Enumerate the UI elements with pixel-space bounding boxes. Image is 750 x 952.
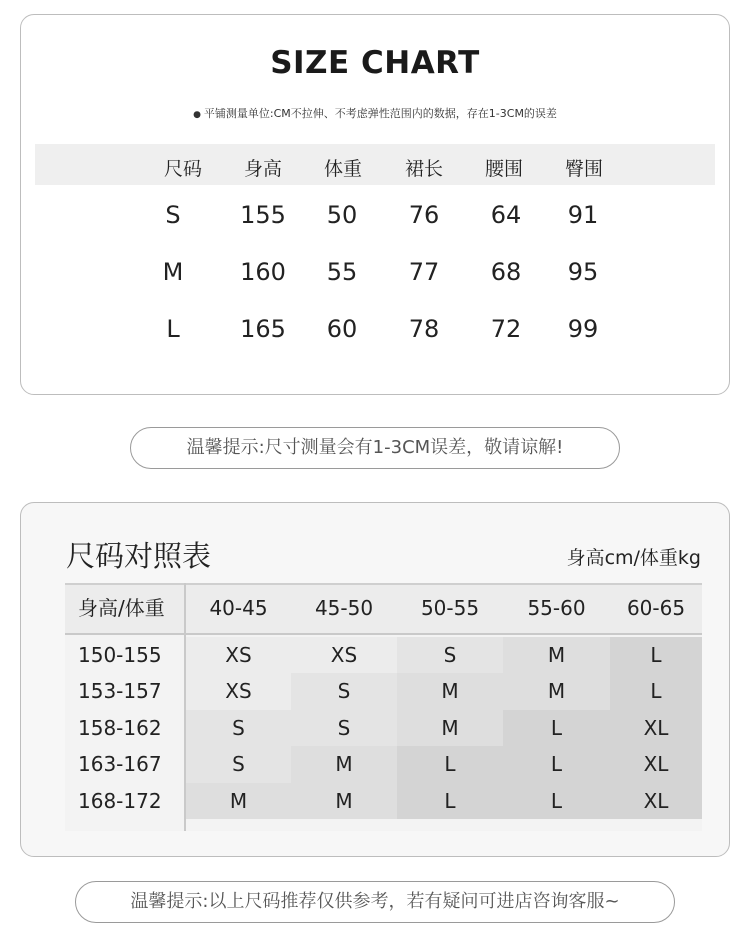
height-row-label: 150-155: [65, 637, 186, 673]
cell-s-size: S: [165, 201, 181, 229]
size-cell: M: [186, 783, 291, 819]
measurement-note: [21, 105, 729, 121]
size-cell: M: [397, 673, 503, 709]
size-cell: XL: [610, 783, 702, 819]
size-cell: M: [503, 673, 610, 709]
weight-column-header: 55-60: [503, 583, 610, 633]
cell-s-hip: 91: [567, 201, 599, 229]
cell-l-weight: 60: [326, 315, 358, 343]
header-hip: 臀围: [564, 158, 603, 180]
recommendation-tip: 温馨提示:以上尺码推荐仅供参考，若有疑问可进店咨询客服~: [75, 881, 675, 923]
corner-header: 身高/体重: [65, 583, 186, 633]
size-cell: L: [503, 710, 610, 746]
size-cell: L: [397, 783, 503, 819]
size-reference-title: 尺码对照表: [66, 539, 212, 573]
size-reference-card: [20, 502, 730, 857]
cell-m-weight: 55: [326, 258, 358, 286]
cell-l-waist: 72: [490, 315, 522, 343]
size-cell: XL: [610, 710, 702, 746]
cell-m-size: M: [162, 258, 184, 286]
size-cell: M: [291, 783, 397, 819]
cell-s-weight: 50: [326, 201, 358, 229]
header-weight: 体重: [323, 158, 362, 180]
size-cell: L: [503, 783, 610, 819]
grid-header-line: [65, 633, 702, 635]
cell-l-hip: 99: [567, 315, 599, 343]
size-cell: M: [291, 746, 397, 782]
bullet-icon: ●: [193, 110, 201, 120]
measurement-note-text: 平铺测量单位:CM不拉伸、不考虑弹性范围内的数据，存在1-3CM的误差: [203, 107, 557, 120]
height-row-label: 153-157: [65, 673, 186, 709]
cell-m-hip: 95: [567, 258, 599, 286]
size-cell: M: [503, 637, 610, 673]
cell-s-height: 155: [240, 201, 286, 229]
size-cell: L: [610, 637, 702, 673]
cell-s-skirt-length: 76: [408, 201, 440, 229]
weight-column-header: 40-45: [186, 583, 291, 633]
size-cell: S: [186, 710, 291, 746]
height-row-label: 163-167: [65, 746, 186, 782]
size-cell: L: [397, 746, 503, 782]
size-cell: S: [291, 673, 397, 709]
header-size: 尺码: [163, 158, 202, 180]
weight-column-header: 60-65: [610, 583, 702, 633]
height-row-label: 168-172: [65, 783, 186, 819]
size-cell: XS: [186, 673, 291, 709]
measurement-tip: 温馨提示:尺寸测量会有1-3CM误差，敬请谅解!: [130, 427, 620, 469]
cell-l-size: L: [166, 315, 180, 343]
size-cell: S: [186, 746, 291, 782]
cell-m-skirt-length: 77: [408, 258, 440, 286]
size-cell: L: [610, 673, 702, 709]
size-reference-grid: [65, 583, 702, 831]
size-chart-card: [20, 14, 730, 395]
size-cell: XS: [291, 637, 397, 673]
weight-column-header: 45-50: [291, 583, 397, 633]
height-row-label: 158-162: [65, 710, 186, 746]
header-waist: 腰围: [484, 158, 523, 180]
header-skirt-length: 裙长: [404, 158, 443, 180]
cell-l-height: 165: [240, 315, 286, 343]
grid-top-line: [65, 583, 702, 585]
size-cell: M: [397, 710, 503, 746]
cell-s-waist: 64: [490, 201, 522, 229]
cell-m-height: 160: [240, 258, 286, 286]
size-reference-unit: 身高cm/体重kg: [566, 547, 701, 569]
size-cell: L: [503, 746, 610, 782]
grid-row-label-divider: [184, 583, 186, 831]
size-cell: XL: [610, 746, 702, 782]
cell-m-waist: 68: [490, 258, 522, 286]
header-height: 身高: [243, 158, 282, 180]
size-cell: S: [291, 710, 397, 746]
cell-l-skirt-length: 78: [408, 315, 440, 343]
size-cell: S: [397, 637, 503, 673]
size-cell: XS: [186, 637, 291, 673]
size-chart-title: SIZE CHART: [270, 45, 480, 81]
weight-column-header: 50-55: [397, 583, 503, 633]
